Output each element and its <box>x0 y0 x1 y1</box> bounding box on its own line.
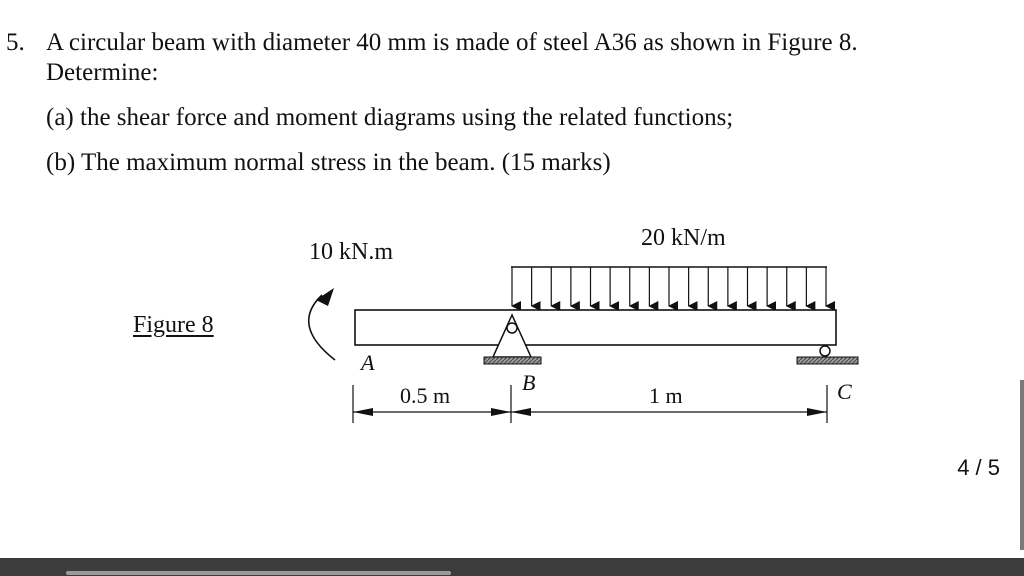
page-indicator: 4 / 5 <box>957 455 1000 480</box>
point-c-label: C <box>837 379 852 404</box>
beam <box>355 310 836 345</box>
question-text-line2: Determine: <box>46 59 159 86</box>
question-number: 5. <box>6 29 25 56</box>
dim-bc-label: 1 m <box>649 383 683 408</box>
figure-label: Figure 8 <box>133 312 214 338</box>
point-a-label: A <box>361 350 375 375</box>
moment-arrow-icon <box>309 288 335 360</box>
load-label: 20 kN/m <box>641 225 726 251</box>
point-b-label: B <box>522 370 536 395</box>
moment-label: 10 kN.m <box>309 239 393 265</box>
question-part-a: (a) the shear force and moment diagrams using the related functions; <box>46 104 734 131</box>
question-text-line1: A circular beam with diameter 40 mm is made of steel A36 as shown in Figure 8. <box>46 29 858 56</box>
distributed-load <box>511 267 827 306</box>
vertical-scrollbar[interactable] <box>1020 380 1024 550</box>
horizontal-scrollbar-thumb[interactable] <box>66 571 451 575</box>
roller-support-c <box>797 346 858 364</box>
question-part-b: (b) The maximum normal stress in the beam. (15 marks) <box>46 149 611 176</box>
dim-ab-label: 0.5 m <box>400 383 451 408</box>
